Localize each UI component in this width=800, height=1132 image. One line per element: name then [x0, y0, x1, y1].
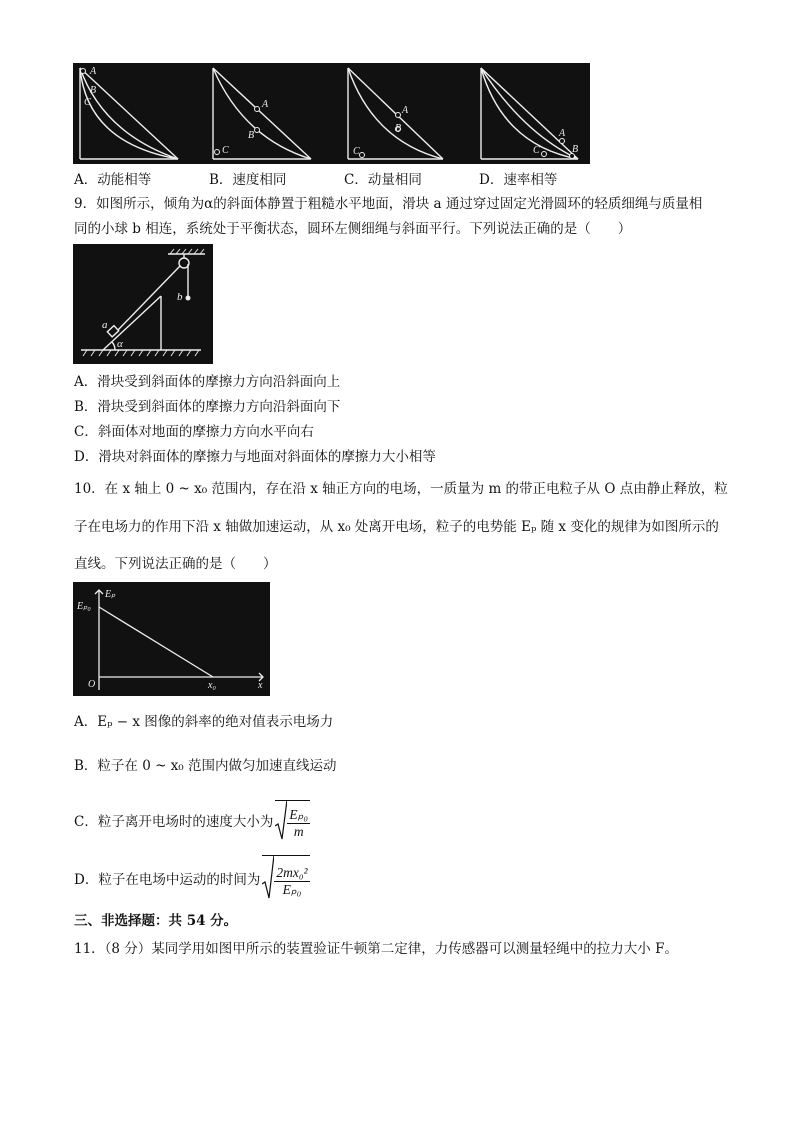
- q10-option-a: A．Eₚ − x 图像的斜率的绝对值表示电场力: [74, 714, 334, 730]
- q8-option-b: B．速度相同: [209, 172, 287, 188]
- q8-figure-strip: [73, 63, 590, 164]
- q10-figure: [73, 582, 270, 696]
- q10-label-x: x: [258, 680, 263, 691]
- q8-option-d: D．速率相等: [479, 172, 558, 188]
- q9-stem-line-1: 9．如图所示，倾角为α的斜面体静置于粗糙水平地面，滑块 a 通过穿过固定光滑圆环的轻质细绳与质量相: [74, 196, 703, 212]
- q10-option-d-fraction: [274, 865, 309, 898]
- q8-p4-label-c: C: [533, 145, 540, 156]
- q9-label-b: b: [177, 291, 183, 303]
- q10-option-d-denominator: Eₚ₀: [282, 882, 302, 897]
- q8-p2-ball-a: [255, 107, 260, 112]
- q9-figure-svg: [73, 244, 213, 364]
- q9-stem-line-2: 同的小球 b 相连，系统处于平衡状态，圆环左侧细绳与斜面平行。下列说法正确的是（ ）: [74, 221, 632, 237]
- q10-label-ep0: Eₚ₀: [77, 601, 91, 612]
- q10-option-d: [74, 855, 310, 905]
- q10-option-b: B．粒子在 0 ~ x₀ 范围内做匀加速直线运动: [74, 758, 337, 774]
- q10-option-c-denominator: m: [293, 824, 304, 839]
- q9-block-a: [107, 326, 118, 337]
- q9-option-d: D．滑块对斜面体的摩擦力与地面对斜面体的摩擦力大小相等: [74, 449, 436, 465]
- section-3-heading: 三、非选择题：共 54 分。: [74, 913, 238, 929]
- q10-option-c-text: C．粒子离开电场时的速度大小为: [74, 814, 274, 830]
- sqrt-sign-icon: [275, 800, 287, 840]
- q8-p3-ball-a: [396, 113, 401, 118]
- q9-option-a: A．滑块受到斜面体的摩擦力方向沿斜面向上: [74, 374, 341, 390]
- q8-p3-label-c: C: [353, 146, 360, 157]
- q10-option-d-numerator: 2mx₀²: [276, 865, 308, 880]
- q8-p4-ball-c: [542, 152, 547, 157]
- q9-option-b: B．滑块受到斜面体的摩擦力方向沿斜面向下: [74, 399, 341, 415]
- sqrt-sign-icon: [262, 855, 274, 899]
- q9-figure: [73, 244, 213, 364]
- q8-p1-label-b: B: [90, 85, 97, 96]
- q10-option-c-fraction: [287, 807, 310, 840]
- q8-p2-label-c: C: [222, 145, 229, 156]
- q8-p4-ball-a: [560, 139, 565, 144]
- q8-p2-label-a: A: [262, 99, 269, 110]
- q10-stem-line-2: 子在电场力的作用下沿 x 轴做加速运动，从 x₀ 处离开电场，粒子的电势能 Eₚ 随 x 变化的规律为如图所示的: [74, 519, 719, 535]
- q9-option-c: C．斜面体对地面的摩擦力方向水平向右: [74, 424, 314, 440]
- q9-ball-b: [186, 296, 191, 301]
- q9-label-alpha: α: [117, 338, 123, 350]
- q8-p1-label-c: C: [84, 97, 91, 108]
- q8-figure-svg: [73, 63, 590, 164]
- q8-p2-ball-c: [215, 150, 220, 155]
- q8-p3-ball-c: [360, 153, 365, 158]
- q8-p4-label-a: A: [559, 128, 566, 139]
- q10-graph-svg: [73, 582, 270, 696]
- q8-p1-ball-a: [81, 69, 86, 74]
- q10-option-c-numerator: Eₚ₀: [289, 807, 309, 822]
- q8-panel-1: [80, 68, 178, 159]
- q8-p3-label-a: A: [402, 105, 409, 116]
- q10-stem-line-3: 直线。下列说法正确的是（ ）: [74, 556, 277, 572]
- q10-option-d-radical: [262, 855, 309, 906]
- q8-panel-4: [481, 68, 578, 159]
- q10-label-origin: O: [88, 679, 96, 690]
- q8-p1-label-a: A: [90, 66, 97, 77]
- q10-option-c-radical: [275, 800, 310, 845]
- q10-stem-line-1: 10．在 x 轴上 0 ~ x₀ 范围内，存在沿 x 轴正方向的电场，一质量为 m 的带正电粒子从 O 点由静止释放，粒: [74, 481, 728, 497]
- q8-option-c: C．动量相同: [344, 172, 422, 188]
- q10-label-ep: Eₚ: [105, 589, 116, 600]
- q9-label-a: a: [102, 319, 108, 331]
- q8-p4-label-b: B: [572, 144, 579, 155]
- q10-label-x0: x₀: [208, 680, 216, 691]
- q8-p3-label-b: B: [395, 123, 402, 134]
- q8-p2-ball-b: [255, 128, 260, 133]
- q8-option-a: A．动能相等: [74, 172, 152, 188]
- q8-p2-label-b: B: [248, 130, 255, 141]
- q10-option-d-text: D．粒子在电场中运动的时间为: [74, 872, 261, 888]
- q10-ep-line: [99, 607, 213, 677]
- q10-option-c: [74, 800, 310, 844]
- q11-stem-line-1: 11．（8 分）某同学用如图甲所示的装置验证牛顿第二定律，力传感器可以测量轻绳中的拉力大小 F。: [74, 941, 678, 957]
